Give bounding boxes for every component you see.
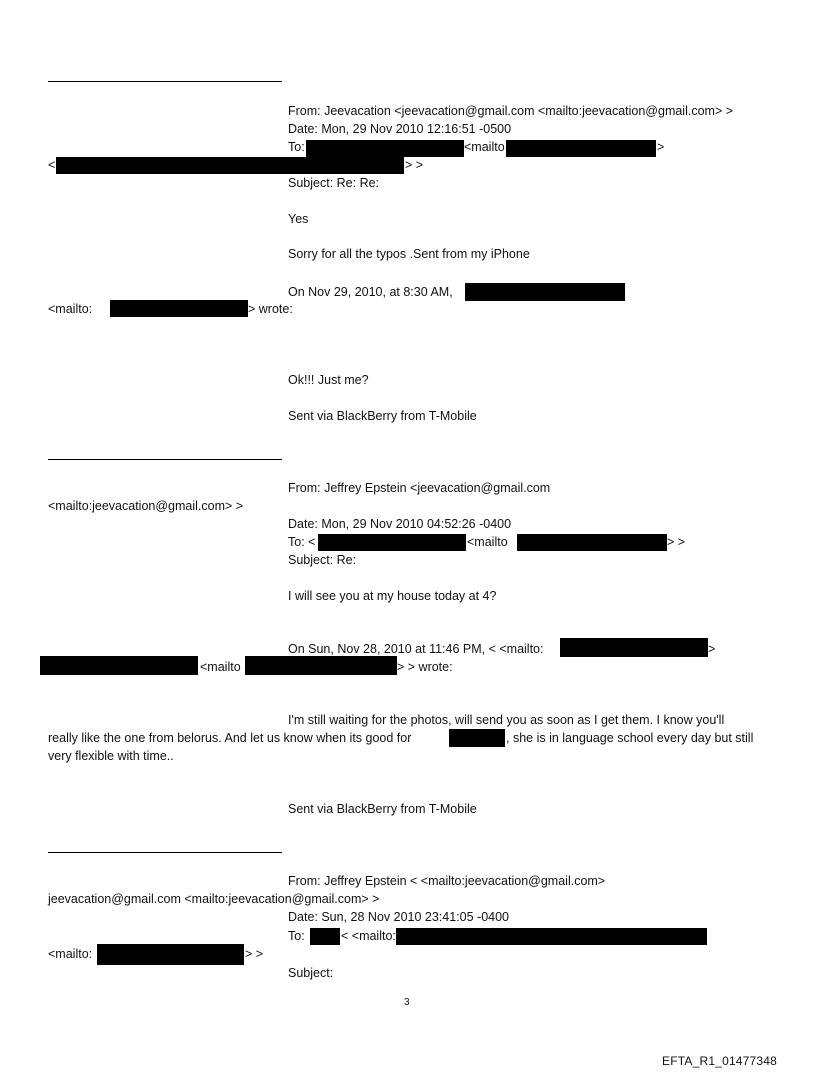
redaction-box [40, 656, 198, 675]
redaction-box [465, 283, 625, 301]
redaction-box [560, 638, 708, 657]
message-body: Yes [288, 212, 309, 226]
quote-attribution: On Sun, Nov 28, 2010 at 11:46 PM, < <mailto: [288, 642, 544, 656]
header-from: From: Jeevacation <jeevacation@gmail.com <mailto:jeevacation@gmail.com> > [288, 104, 734, 118]
header-from-cont: <mailto:jeevacation@gmail.com> > [48, 499, 244, 513]
redaction-box [318, 534, 466, 551]
header-to-label: To: < [288, 535, 316, 549]
header-subject: Subject: [288, 966, 334, 980]
redaction-box [306, 140, 464, 157]
header-to-cont-close: > > [245, 947, 264, 961]
redaction-box [110, 300, 248, 317]
separator-rule [48, 852, 282, 853]
header-date: Date: Sun, 28 Nov 2010 23:41:05 -0400 [288, 910, 509, 924]
header-to-label: To: [288, 140, 305, 154]
header-to-cont-mailto: <mailto: [48, 947, 93, 961]
header-to-cont-close: > > [405, 158, 424, 172]
quote-attribution: On Nov 29, 2010, at 8:30 AM, [288, 285, 453, 299]
header-subject: Subject: Re: Re: [288, 176, 380, 190]
header-date: Date: Mon, 29 Nov 2010 12:16:51 -0500 [288, 122, 512, 136]
message-signature: Sent via BlackBerry from T-Mobile [288, 409, 477, 423]
quote-attribution-close: > [708, 642, 716, 656]
header-to-mailto: <mailto [467, 535, 508, 549]
separator-rule [48, 81, 282, 82]
redaction-box [245, 656, 397, 675]
message-signature: Sent via BlackBerry from T-Mobile [288, 802, 477, 816]
redaction-box [310, 928, 340, 945]
header-to-cont-open: < [48, 158, 56, 172]
header-to-mailto: <mailto [464, 140, 505, 154]
quote-attribution-mailto: <mailto: [48, 302, 93, 316]
quote-attribution-mailto: <mailto [200, 660, 241, 674]
header-to-close: > > [667, 535, 686, 549]
quote-attribution-wrote: > > wrote: [397, 660, 453, 674]
message-body: really like the one from belorus. And let us know when its good for [48, 731, 412, 745]
redaction-box [517, 534, 667, 551]
redaction-box [396, 928, 707, 945]
redaction-box [506, 140, 656, 157]
redaction-box [97, 944, 244, 965]
page-number: 3 [404, 997, 410, 1008]
header-to-mailto: < <mailto: [341, 929, 396, 943]
header-from: From: Jeffrey Epstein <jeevacation@gmail.com [288, 481, 551, 495]
redaction-box [56, 157, 404, 174]
message-body: Sorry for all the typos .Sent from my iPhone [288, 247, 530, 261]
document-id: EFTA_R1_01477348 [662, 1054, 778, 1068]
redaction-box [449, 729, 505, 747]
message-body: I'm still waiting for the photos, will send you as soon as I get them. I know you'll [288, 713, 725, 727]
message-body: Ok!!! Just me? [288, 373, 369, 387]
header-to-label: To: [288, 929, 305, 943]
header-subject: Subject: Re: [288, 553, 357, 567]
message-body: very flexible with time.. [48, 749, 174, 763]
message-body: I will see you at my house today at 4? [288, 589, 497, 603]
separator-rule [48, 459, 282, 460]
quote-attribution-wrote: > wrote: [248, 302, 293, 316]
header-date: Date: Mon, 29 Nov 2010 04:52:26 -0400 [288, 517, 512, 531]
header-to-close: > [657, 140, 665, 154]
header-from: From: Jeffrey Epstein < <mailto:jeevacation@gmail.com> [288, 874, 606, 888]
message-body: , she is in language school every day but still [506, 731, 754, 745]
header-from-cont: jeevacation@gmail.com <mailto:jeevacation@gmail.com> > [48, 892, 380, 906]
